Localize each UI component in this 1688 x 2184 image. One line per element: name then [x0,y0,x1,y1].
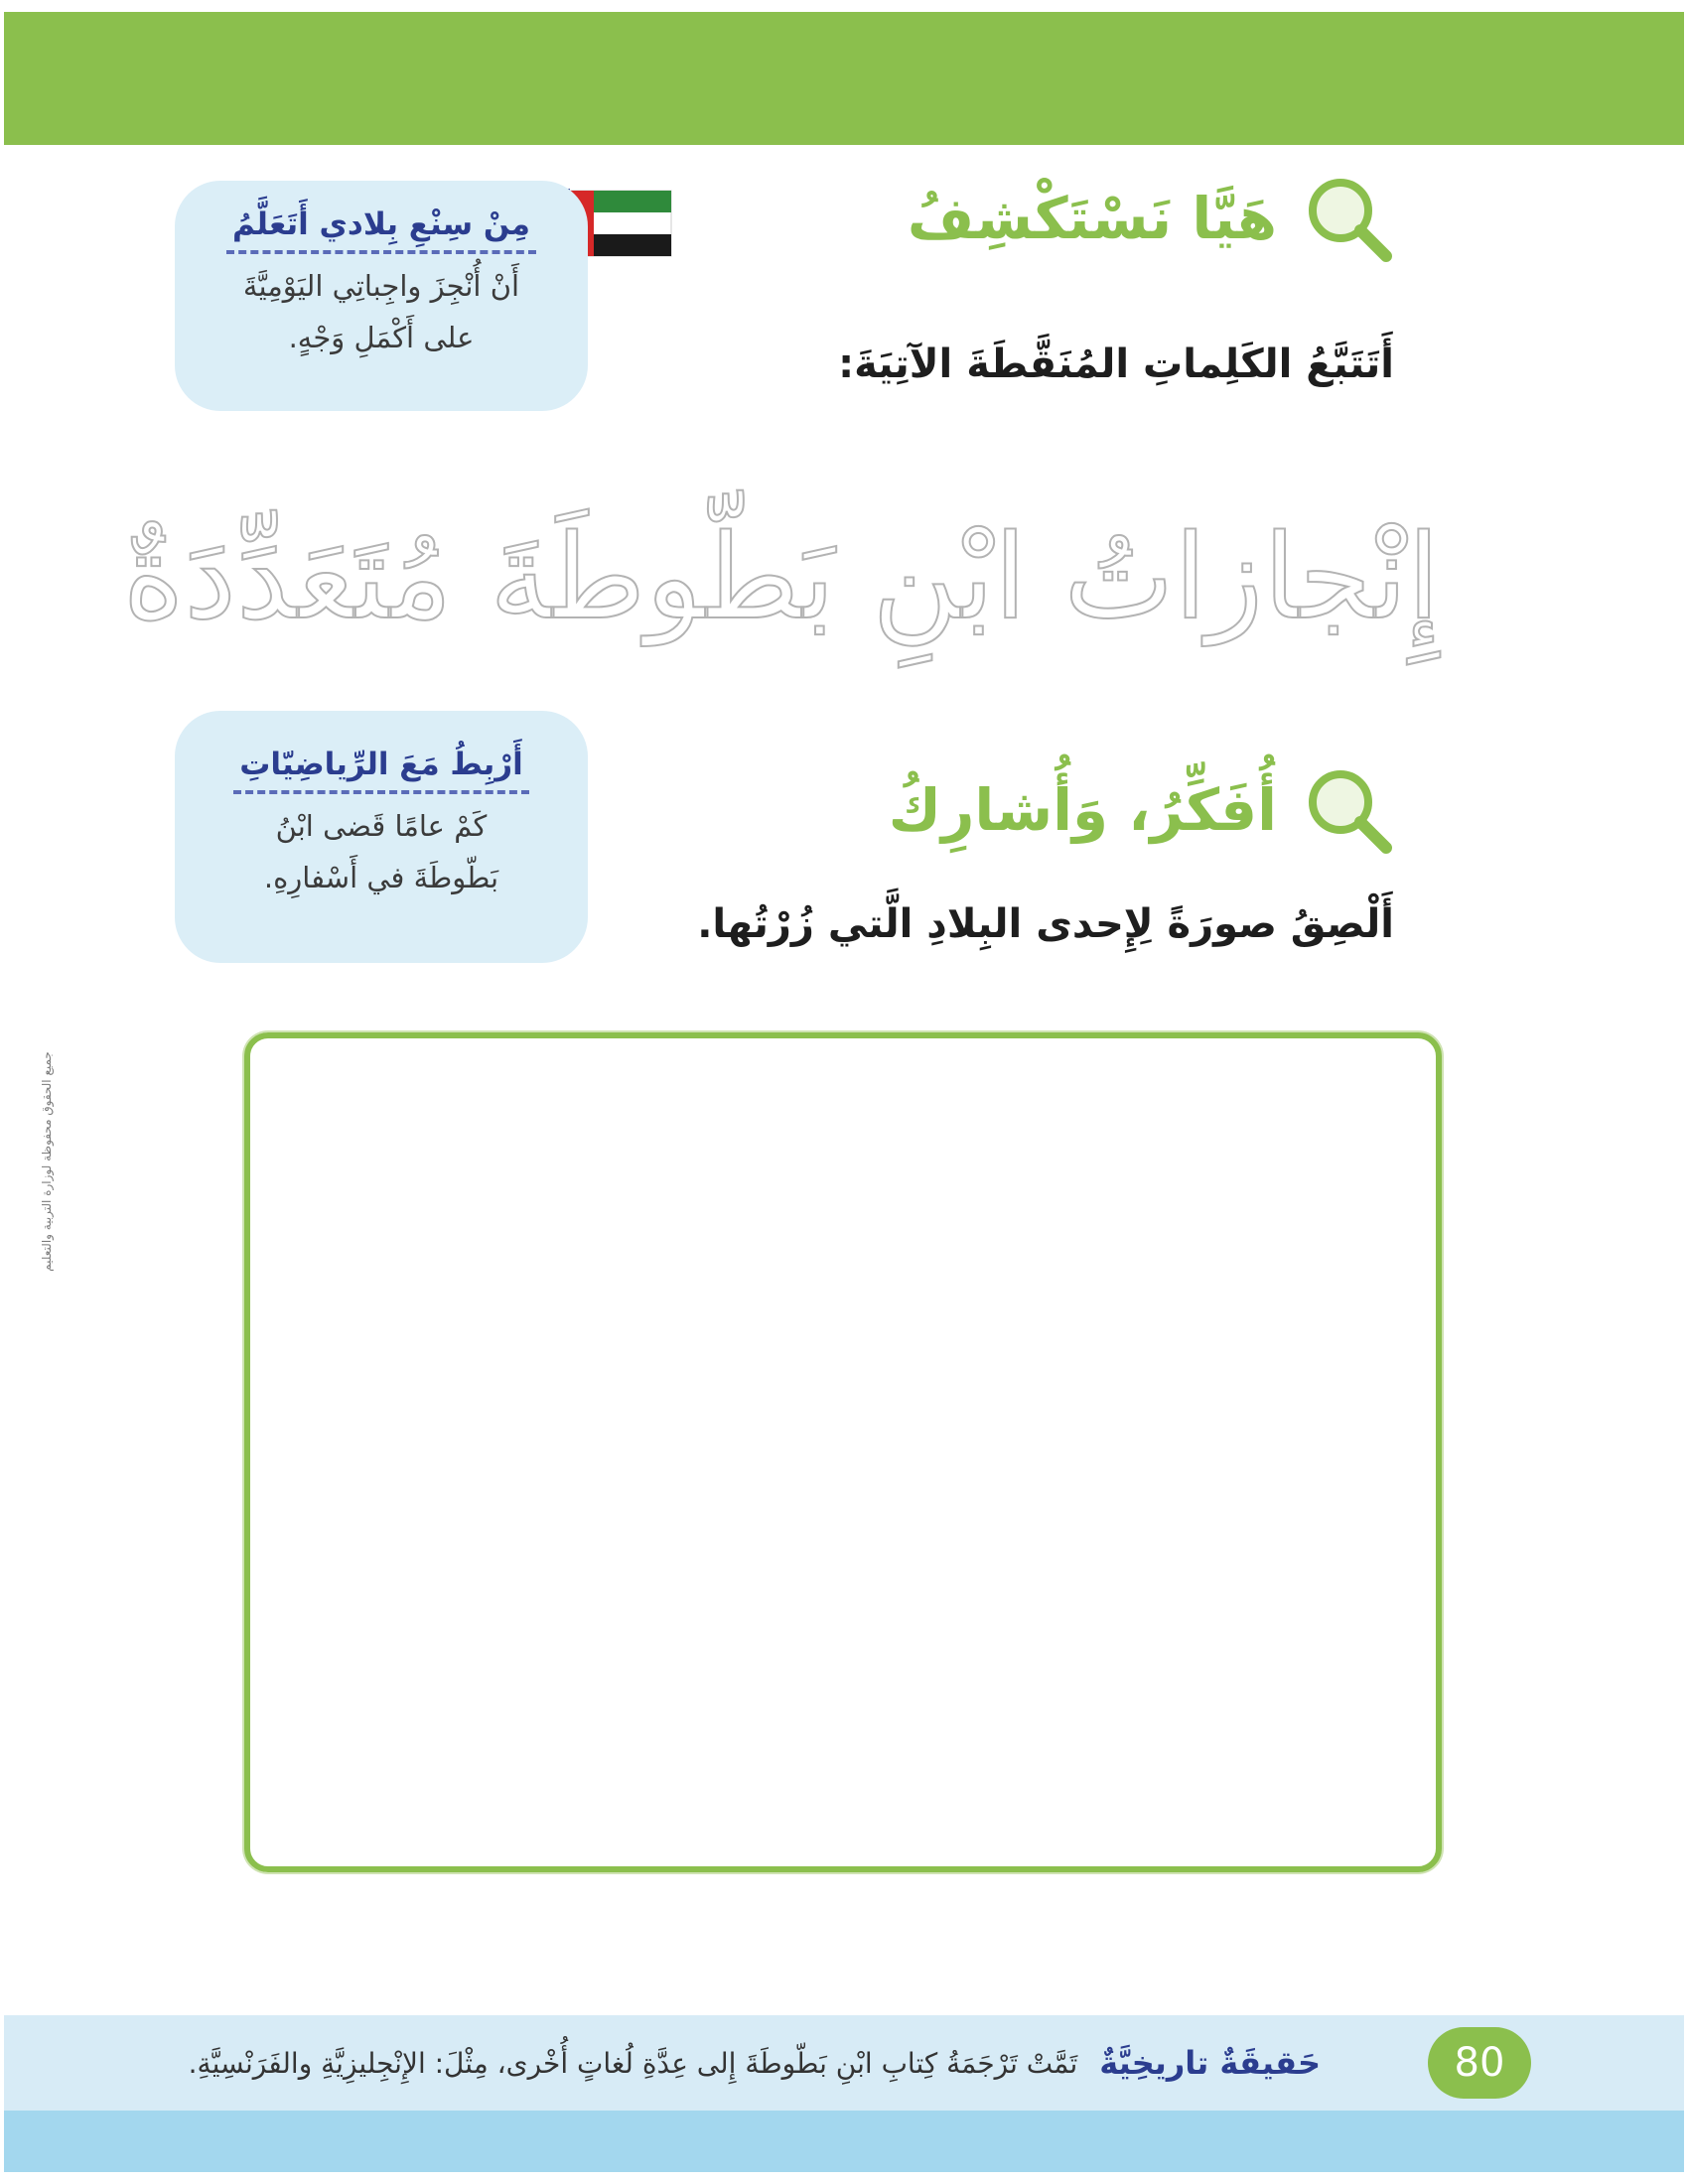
footer-bottom-band [4,2111,1684,2172]
country-tip-title: مِنْ سِنْعِ بِلادي أَتَعَلَّمُ [226,206,536,254]
magnifier-icon [1303,173,1394,264]
explore-title-text: هَيَّا نَسْتَكْشِفُ [907,185,1277,252]
country-tip-box [175,181,588,411]
historical-fact [189,2035,1321,2091]
trace-instruction: أَتَتَبَّعُ الكَلِماتِ المُنَقَّطَةَ الآتِيَةَ: [838,341,1394,387]
country-tip-line1: أَنْ أُنْجِزَ واجِباتِي اليَوْمِيَّةَ [242,269,520,303]
think-title-text: أُفَكِّرُ، وَأُشارِكُ [888,776,1277,844]
top-green-band [4,12,1684,145]
magnifier-icon [1303,764,1394,856]
explore-section-title [908,173,1394,264]
fact-label: حَقيقَةٌ تاريخِيَّةٌ [1099,2044,1321,2082]
paste-instruction: أَلْصِقُ صورَةً لِإِحدى البِلادِ الَّتي زُرْتُها. [697,901,1394,947]
math-tip-box [175,711,588,963]
page-number-badge: 80 [1428,2027,1531,2099]
math-tip-title: أَرْبِطُ مَعَ الرِّياضِيّاتِ [233,747,529,794]
photo-paste-area[interactable] [244,1032,1442,1872]
math-tip-line1: كَمْ عامًا قَضى ابْنُ [275,809,488,843]
copyright-notice: جميع الحقوق محفوظة لوزارة التربية والتعليم [40,1051,54,1272]
math-tip-line2: بَطّوطَةَ في أَسْفارِهِ. [263,861,499,894]
dotted-trace-text[interactable]: إِنْجازاتُ ابْنِ بَطّوطَةَ مُتَعَدِّدَةٌ [122,508,1440,645]
think-section-title [889,764,1394,856]
fact-text: تَمَّتْ تَرْجَمَةُ كِتابِ ابْنِ بَطّوطَةَ إِلى عِدَّةِ لُغاتٍ أُخْرى، مِثْلَ: الإِنْجِليزِيَّةِ والفَرَنْسِيَّةِ. [188,2046,1078,2080]
country-tip-line2: على أَكْمَلِ وَجْهٍ. [288,321,475,354]
